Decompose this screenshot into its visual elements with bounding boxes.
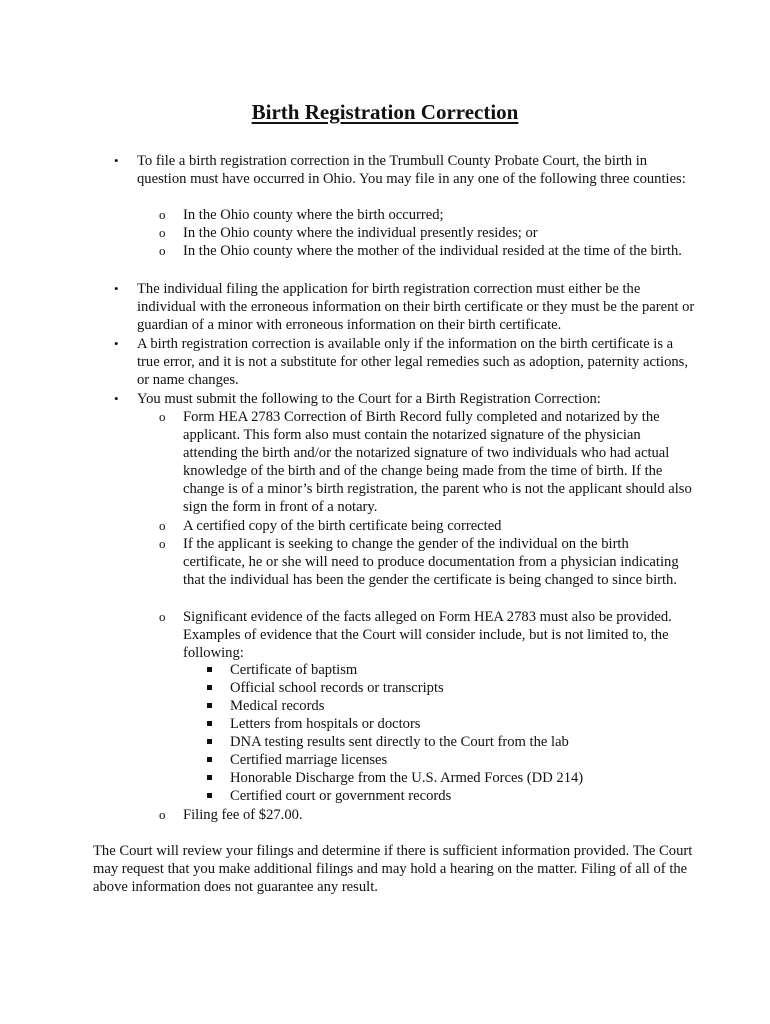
sub-bullet-icon: o [159,807,166,822]
evidence-item: DNA testing results sent directly to the Court from the lab [230,734,569,750]
evidence-item: Certified court or government records [230,788,452,804]
square-bullet-icon [207,793,212,798]
evidence-item: Certified marriage licenses [230,752,388,768]
sub-list-item: If the applicant is seeking to change the gender of the individual on the birth certificate, he or she will need to produce documentation from a physician indicating that the individual has been the gender the certificate is being changed to since birth. [183,536,679,588]
list-item: To file a birth registration correction in the Trumbull County Probate Court, the birth in question must have occurred in Ohio. You may file in any one of the following three counties: [137,153,686,187]
square-bullet-icon [207,757,212,762]
sub-list-item: In the Ohio county where the mother of the individual resided at the time of the birth. [183,243,682,259]
sub-bullet-icon: o [159,609,166,624]
bullet-icon: • [114,336,119,351]
list-item: You must submit the following to the Court for a Birth Registration Correction: [137,391,601,407]
sub-list-item: Form HEA 2783 Correction of Birth Record fully completed and notarized by the applicant. This form also must contain the notarized signature of the physician attending the birth and/or the notarized signature of two individuals who had actual knowledge of the birth and of the change being made from the time of birth. If the change is of a minor’s birth registration, the parent who is not the applicant should also sign the form in front of a notary. [183,409,692,515]
bullet-icon: • [114,281,119,296]
sub-bullet-icon: o [159,243,166,258]
evidence-item: Honorable Discharge from the U.S. Armed Forces (DD 214) [230,770,584,786]
sub-bullet-icon: o [159,225,166,240]
square-bullet-icon [207,703,212,708]
list-item: A birth registration correction is available only if the information on the birth certificate is a true error, and it is not a substitute for other legal remedies such as adoption, paternity actions, or name changes. [137,336,688,388]
square-bullet-icon [207,685,212,690]
sub-list-item: Filing fee of $27.00. [183,807,303,823]
square-bullet-icon [207,721,212,726]
page-title: Birth Registration Correction [251,100,519,124]
square-bullet-icon [207,775,212,780]
square-bullet-icon [207,667,212,672]
evidence-item: Letters from hospitals or doctors [230,716,421,732]
square-bullet-icon [207,739,212,744]
bullet-icon: • [114,153,119,168]
evidence-item: Medical records [230,698,325,714]
sub-bullet-icon: o [159,409,166,424]
list-item: The individual filing the application for birth registration correction must either be the individual with the erroneous information on their birth certificate or they must be the parent or guardian of a minor with erroneous information on their birth certificate. [137,281,695,333]
sub-list-item: In the Ohio county where the birth occurred; [183,207,444,223]
sub-bullet-icon: o [159,207,166,222]
sub-list-item: A certified copy of the birth certificate being corrected [183,518,502,534]
sub-bullet-icon: o [159,518,166,533]
bullet-icon: • [114,391,119,406]
evidence-item: Certificate of baptism [230,662,358,678]
sub-list-item: Significant evidence of the facts alleged on Form HEA 2783 must also be provided. Examples of evidence that the Court will consider include, but is not limited to, the following: [183,609,672,661]
sub-bullet-icon: o [159,536,166,551]
sub-list-item: In the Ohio county where the individual presently resides; or [183,225,538,241]
closing-paragraph: The Court will review your filings and determine if there is sufficient information provided. The Court may request that you make additional filings and may hold a hearing on the matter. Filing of all of the above information does not guarantee any result. [93,843,693,895]
evidence-item: Official school records or transcripts [230,680,444,696]
